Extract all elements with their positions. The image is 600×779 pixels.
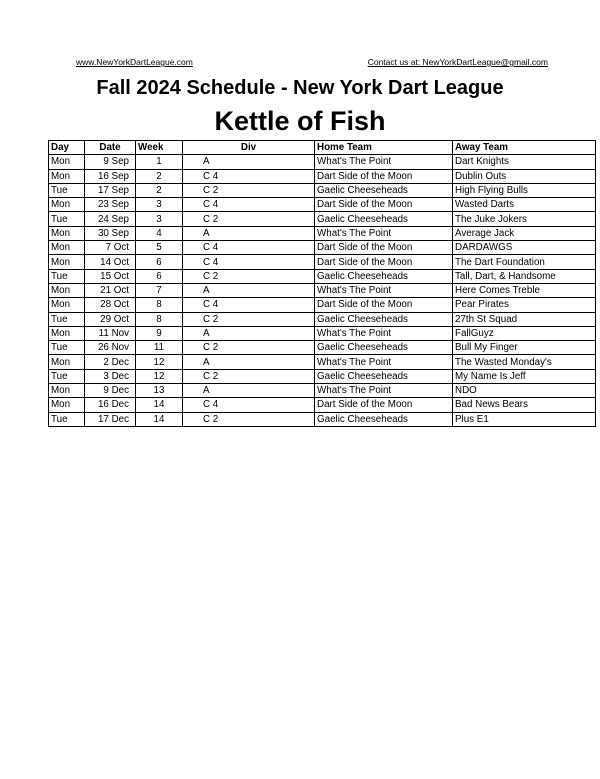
cell-week: 5 (136, 241, 183, 255)
cell-week: 3 (136, 198, 183, 212)
cell-home-team: What's The Point (315, 326, 453, 340)
cell-day: Tue (49, 212, 85, 226)
cell-day: Mon (49, 169, 85, 183)
cell-date: 17 Sep (85, 183, 136, 197)
cell-date: 16 Dec (85, 398, 136, 412)
venue-title: Kettle of Fish (214, 106, 386, 136)
cell-home-team: Gaelic Cheeseheads (315, 312, 453, 326)
cell-week: 8 (136, 312, 183, 326)
cell-div: A (183, 226, 315, 240)
cell-day: Mon (49, 298, 85, 312)
cell-date: 9 Sep (85, 155, 136, 169)
cell-date: 2 Dec (85, 355, 136, 369)
cell-week: 11 (136, 341, 183, 355)
cell-week: 8 (136, 298, 183, 312)
cell-home-team: Gaelic Cheeseheads (315, 369, 453, 383)
cell-home-team: Dart Side of the Moon (315, 198, 453, 212)
cell-away-team: Pear Pirates (453, 298, 596, 312)
cell-week: 4 (136, 226, 183, 240)
schedule-body (49, 155, 596, 427)
cell-date: 7 Oct (85, 241, 136, 255)
cell-away-team: High Flying Bulls (453, 183, 596, 197)
cell-day: Mon (49, 255, 85, 269)
cell-date: 14 Oct (85, 255, 136, 269)
column-header-away-team: Away Team (453, 141, 596, 155)
cell-div: C 2 (183, 269, 315, 283)
cell-div: A (183, 326, 315, 340)
table-row (49, 198, 596, 212)
cell-day: Mon (49, 198, 85, 212)
cell-day: Tue (49, 341, 85, 355)
cell-home-team: Dart Side of the Moon (315, 298, 453, 312)
table-row (49, 341, 596, 355)
contact-link[interactable]: Contact us at: NewYorkDartLeague@gmail.com (367, 57, 548, 67)
cell-div: C 2 (183, 341, 315, 355)
cell-home-team: Dart Side of the Moon (315, 241, 453, 255)
cell-date: 9 Dec (85, 384, 136, 398)
cell-away-team: Bad News Bears (453, 398, 596, 412)
cell-div: C 4 (183, 241, 315, 255)
cell-home-team: Dart Side of the Moon (315, 398, 453, 412)
cell-week: 9 (136, 326, 183, 340)
column-header-home-team: Home Team (315, 141, 453, 155)
table-row (49, 183, 596, 197)
table-row (49, 241, 596, 255)
cell-day: Mon (49, 241, 85, 255)
cell-day: Mon (49, 355, 85, 369)
cell-date: 23 Sep (85, 198, 136, 212)
table-row (49, 398, 596, 412)
cell-away-team: NDO (453, 384, 596, 398)
cell-day: Mon (49, 326, 85, 340)
table-header-row (49, 141, 596, 155)
table-row (49, 255, 596, 269)
cell-home-team: What's The Point (315, 155, 453, 169)
cell-away-team: FallGuyz (453, 326, 596, 340)
cell-div: A (183, 355, 315, 369)
cell-div: C 4 (183, 298, 315, 312)
cell-div: C 2 (183, 369, 315, 383)
cell-week: 13 (136, 384, 183, 398)
cell-date: 15 Oct (85, 269, 136, 283)
cell-div: A (183, 384, 315, 398)
cell-date: 26 Nov (85, 341, 136, 355)
cell-div: C 4 (183, 198, 315, 212)
cell-away-team: The Dart Foundation (453, 255, 596, 269)
cell-home-team: Gaelic Cheeseheads (315, 341, 453, 355)
cell-day: Mon (49, 384, 85, 398)
cell-away-team: Average Jack (453, 226, 596, 240)
cell-day: Tue (49, 183, 85, 197)
cell-div: C 2 (183, 312, 315, 326)
cell-away-team: Dart Knights (453, 155, 596, 169)
cell-home-team: What's The Point (315, 384, 453, 398)
cell-day: Mon (49, 155, 85, 169)
cell-date: 30 Sep (85, 226, 136, 240)
column-header-week: Week (136, 141, 183, 155)
cell-day: Tue (49, 369, 85, 383)
cell-away-team: Tall, Dart, & Handsome (453, 269, 596, 283)
cell-date: 29 Oct (85, 312, 136, 326)
cell-week: 12 (136, 369, 183, 383)
cell-div: C 2 (183, 183, 315, 197)
cell-away-team: My Name Is Jeff (453, 369, 596, 383)
table-row (49, 283, 596, 297)
cell-away-team: Bull My Finger (453, 341, 596, 355)
cell-away-team: Wasted Darts (453, 198, 596, 212)
cell-date: 17 Dec (85, 412, 136, 426)
table-row (49, 312, 596, 326)
cell-home-team: Dart Side of the Moon (315, 255, 453, 269)
website-link[interactable]: www.NewYorkDartLeague.com (76, 57, 193, 67)
cell-date: 28 Oct (85, 298, 136, 312)
column-header-date: Date (85, 141, 136, 155)
table-row (49, 412, 596, 426)
schedule-table (48, 140, 596, 427)
table-row (49, 355, 596, 369)
cell-home-team: Dart Side of the Moon (315, 169, 453, 183)
cell-div: C 4 (183, 255, 315, 269)
cell-date: 16 Sep (85, 169, 136, 183)
cell-day: Mon (49, 398, 85, 412)
cell-week: 6 (136, 269, 183, 283)
table-row (49, 326, 596, 340)
cell-day: Tue (49, 269, 85, 283)
cell-away-team: Here Comes Treble (453, 283, 596, 297)
cell-date: 11 Nov (85, 326, 136, 340)
cell-week: 2 (136, 183, 183, 197)
cell-div: C 4 (183, 398, 315, 412)
cell-div: C 2 (183, 212, 315, 226)
cell-div: A (183, 155, 315, 169)
cell-week: 14 (136, 412, 183, 426)
cell-week: 7 (136, 283, 183, 297)
cell-day: Tue (49, 312, 85, 326)
table-row (49, 226, 596, 240)
cell-week: 6 (136, 255, 183, 269)
cell-away-team: DARDAWGS (453, 241, 596, 255)
cell-week: 2 (136, 169, 183, 183)
cell-away-team: The Wasted Monday's (453, 355, 596, 369)
cell-home-team: What's The Point (315, 355, 453, 369)
cell-home-team: What's The Point (315, 283, 453, 297)
cell-home-team: Gaelic Cheeseheads (315, 269, 453, 283)
table-row (49, 369, 596, 383)
table-row (49, 269, 596, 283)
cell-week: 3 (136, 212, 183, 226)
page-title: Fall 2024 Schedule - New York Dart League (96, 77, 504, 99)
cell-date: 24 Sep (85, 212, 136, 226)
cell-home-team: Gaelic Cheeseheads (315, 183, 453, 197)
table-row (49, 298, 596, 312)
cell-div: A (183, 283, 315, 297)
cell-week: 1 (136, 155, 183, 169)
cell-home-team: Gaelic Cheeseheads (315, 412, 453, 426)
column-header-day: Day (49, 141, 85, 155)
column-header-div: Div (183, 141, 315, 155)
table-row (49, 384, 596, 398)
table-row (49, 169, 596, 183)
cell-away-team: Plus E1 (453, 412, 596, 426)
cell-away-team: Dublin Outs (453, 169, 596, 183)
cell-day: Tue (49, 412, 85, 426)
cell-day: Mon (49, 226, 85, 240)
cell-date: 3 Dec (85, 369, 136, 383)
table-row (49, 212, 596, 226)
cell-day: Mon (49, 283, 85, 297)
cell-week: 14 (136, 398, 183, 412)
cell-div: C 2 (183, 412, 315, 426)
cell-date: 21 Oct (85, 283, 136, 297)
cell-home-team: Gaelic Cheeseheads (315, 212, 453, 226)
cell-week: 12 (136, 355, 183, 369)
cell-away-team: The Juke Jokers (453, 212, 596, 226)
cell-home-team: What's The Point (315, 226, 453, 240)
cell-div: C 4 (183, 169, 315, 183)
cell-away-team: 27th St Squad (453, 312, 596, 326)
header-links (76, 57, 548, 69)
table-row (49, 155, 596, 169)
